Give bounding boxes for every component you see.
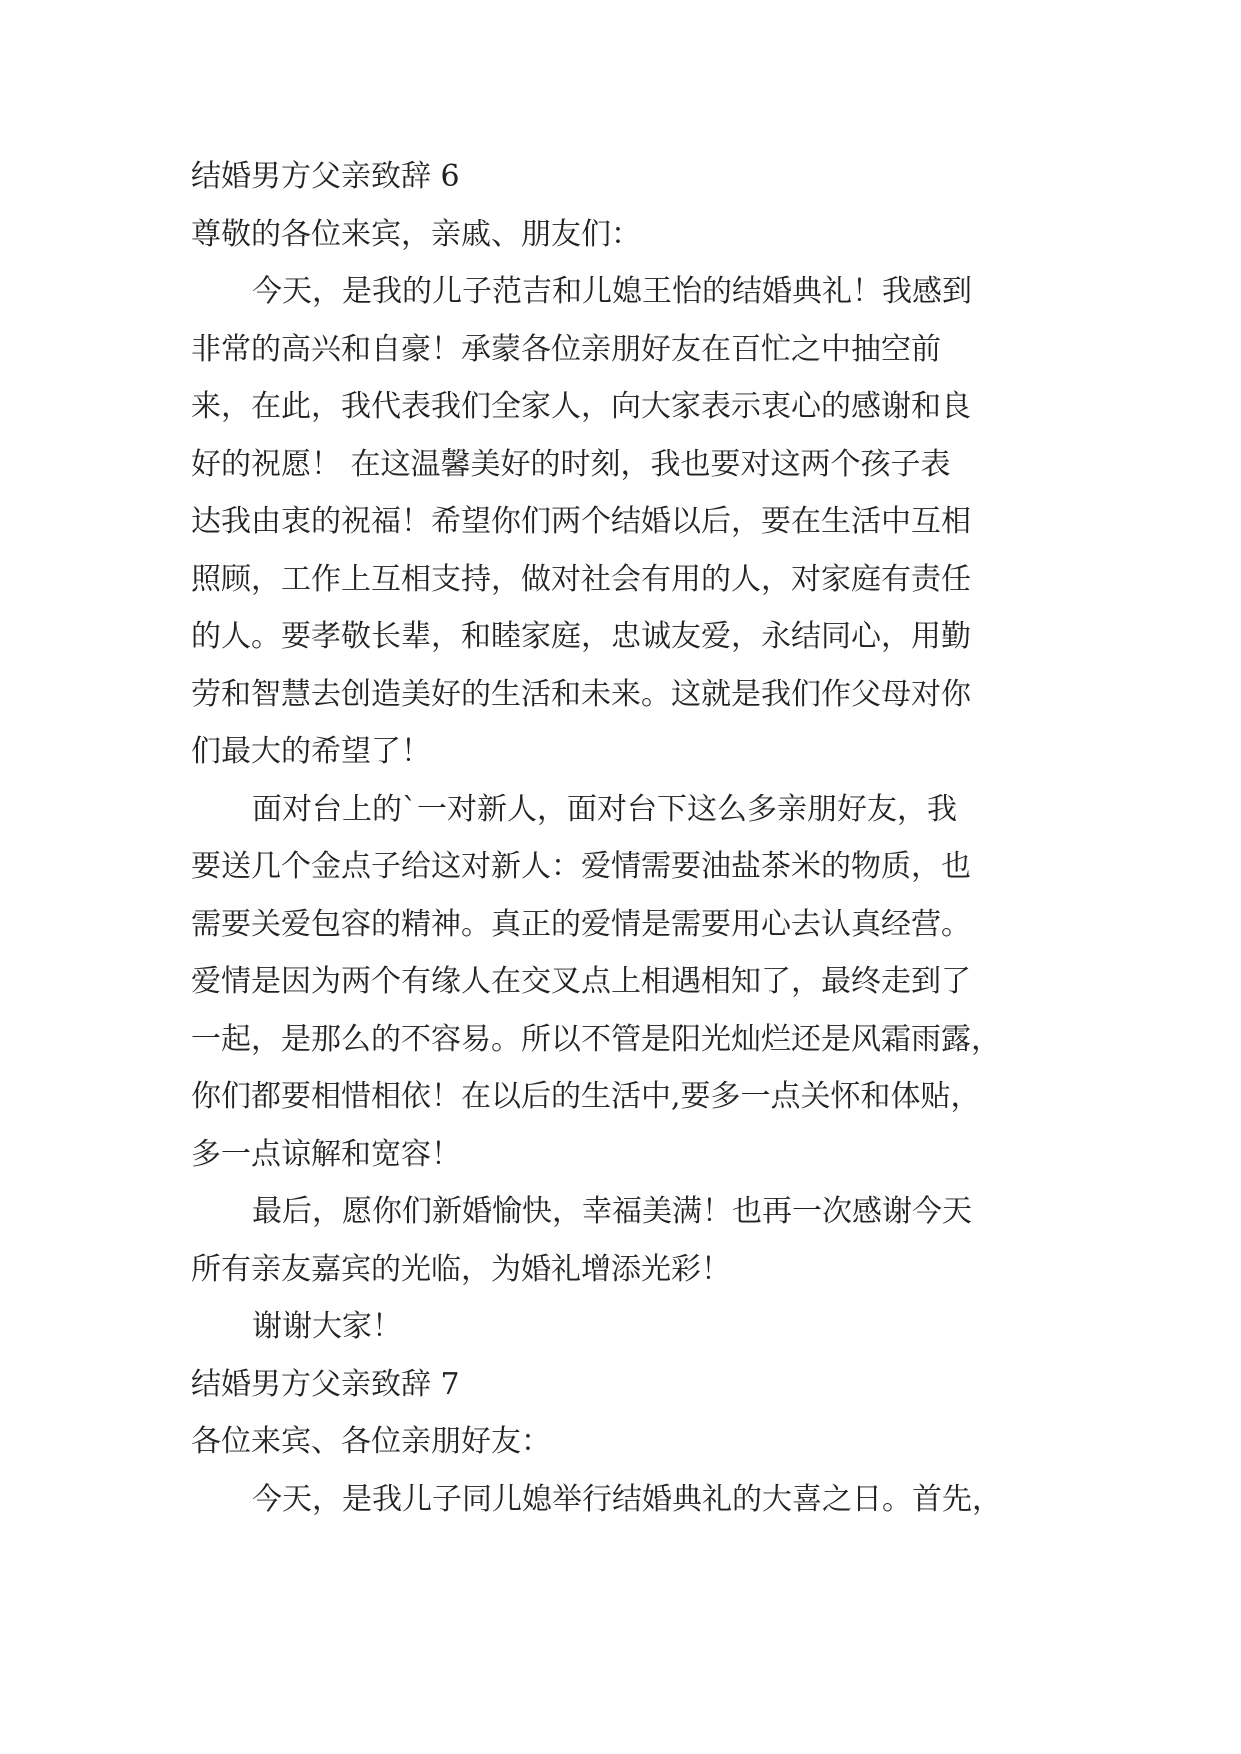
text-line: 所有亲友嘉宾的光临，为婚礼增添光彩！ — [191, 1251, 731, 1287]
text-line: 的人。要孝敬长辈，和睦家庭，忠诚友爱，永结同心，用勤 — [191, 619, 971, 654]
text-line: 多一点谅解和宽容！ — [191, 1136, 461, 1172]
section-heading: 结婚男方父亲致辞 7 — [191, 1366, 460, 1402]
paragraph — [191, 781, 1061, 1184]
text-line: 一起，是那么的不容易。所以不管是阳光灿烂还是风霜雨露， — [191, 1021, 1001, 1057]
text-line: 今天，是我的儿子范吉和儿媳王怡的结婚典礼！我感到 — [252, 274, 972, 309]
text-line: 最后，愿你们新婚愉快，幸福美满！也再一次感谢今天 — [252, 1194, 972, 1229]
document-body — [191, 148, 1061, 1528]
paragraph — [191, 1298, 1061, 1356]
text-line: 达我由衷的祝福！希望你们两个结婚以后，要在生活中互相 — [191, 504, 971, 539]
text-line: 要送几个金点子给这对新人：爱情需要油盐茶米的物质，也 — [191, 849, 971, 884]
text-line: 非常的高兴和自豪！承蒙各位亲朋好友在百忙之中抽空前 — [191, 331, 941, 367]
text-line: 你们都要相惜相依！在以后的生活中,要多一点关怀和体贴， — [191, 1079, 981, 1114]
salutation: 各位来宾、各位亲朋好友： — [191, 1424, 551, 1459]
text-line: 好的祝愿！ 在这温馨美好的时刻，我也要对这两个孩子表 — [191, 446, 951, 482]
paragraph — [191, 1471, 1061, 1529]
salutation: 尊敬的各位来宾，亲戚、朋友们： — [191, 216, 641, 252]
text-line: 们最大的希望了！ — [191, 734, 431, 769]
paragraph — [191, 263, 1061, 781]
section-heading: 结婚男方父亲致辞 6 — [191, 159, 460, 194]
text-line: 劳和智慧去创造美好的生活和未来。这就是我们作父母对你 — [191, 676, 971, 712]
text-line: 爱情是因为两个有缘人在交叉点上相遇相知了，最终走到了 — [191, 964, 971, 999]
text-line: 来，在此，我代表我们全家人，向大家表示衷心的感谢和良 — [191, 389, 971, 424]
paragraph — [191, 1183, 1061, 1298]
text-line: 面对台上的`一对新人，面对台下这么多亲朋好友，我 — [252, 791, 957, 827]
text-line: 今天，是我儿子同儿媳举行结婚典礼的大喜之日。首先， — [252, 1481, 1002, 1517]
text-line: 谢谢大家！ — [252, 1309, 402, 1344]
text-line: 照顾，工作上互相支持，做对社会有用的人，对家庭有责任 — [191, 561, 971, 597]
text-line: 需要关爱包容的精神。真正的爱情是需要用心去认真经营。 — [191, 906, 971, 942]
